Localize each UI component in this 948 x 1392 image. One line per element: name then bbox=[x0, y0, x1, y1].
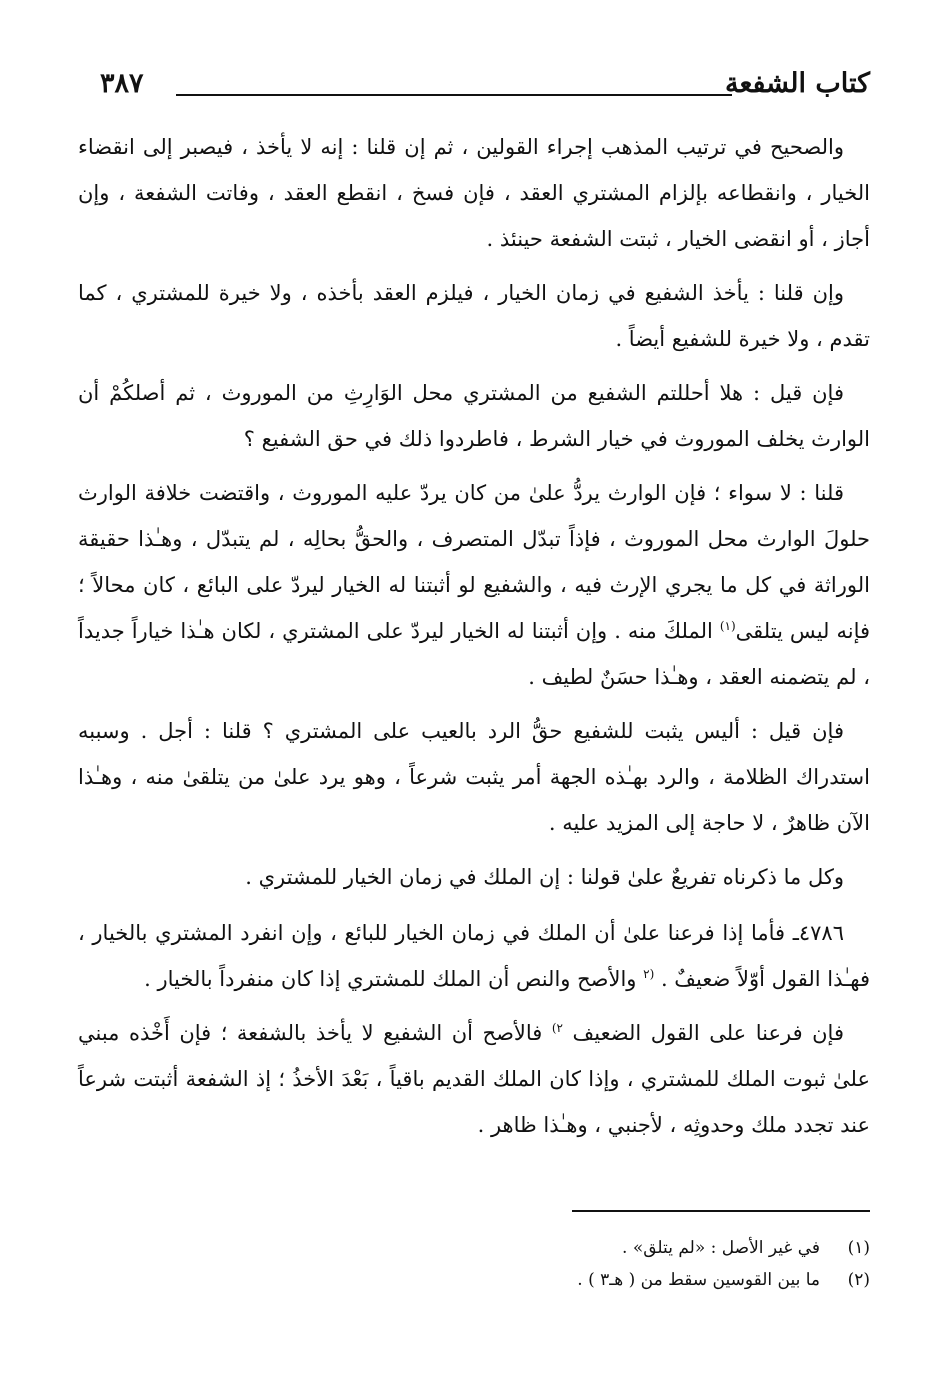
paragraph: وإن قلنا : يأخذ الشفيع في زمان الخيار ، فيلزم العقد بأخذه ، ولا خيرة للمشتري ، كما تقدم ، ولا خيرة للشفيع أيضاً . bbox=[78, 281, 870, 351]
footnote-ref: (١) bbox=[719, 619, 736, 633]
paragraph bbox=[78, 1010, 870, 1148]
book-title: كتاب الشفعة bbox=[724, 68, 870, 99]
paragraph-text: والأصح والنص أن الملك للمشتري إذا كان منفرداً بالخيار . bbox=[144, 967, 644, 991]
footnote-text: ما بين القوسين سقط من ( هـ٣ ) . bbox=[577, 1270, 820, 1290]
footnote-number: (١) bbox=[847, 1238, 870, 1258]
paragraph bbox=[78, 910, 870, 1002]
running-header bbox=[100, 64, 870, 108]
footnote-separator bbox=[572, 1210, 870, 1212]
main-text bbox=[78, 124, 870, 1156]
footnote bbox=[78, 1264, 870, 1296]
paragraph: والصحيح في ترتيب المذهب إجراء القولين ، ثم إن قلنا : إنه لا يأخذ ، فيصبر إلى انقضاء الخيار ، وانقطاعه بإلزام المشتري العقد ، فإن فسخ ، انقطع العقد ، وفاتت الشفعة ، وإن أجاز ، أو انقضى الخيار ، ثبتت الشفعة حينئذ . bbox=[78, 135, 870, 251]
footnote-ref: ٢) bbox=[551, 1021, 563, 1035]
footnotes bbox=[78, 1232, 870, 1296]
footnote-text: في غير الأصل : «لم يتلق» . bbox=[622, 1238, 820, 1258]
paragraph: وكل ما ذكرناه تفريعٌ علىٰ قولنا : إن الملك في زمان الخيار للمشتري . bbox=[245, 865, 844, 889]
paragraph bbox=[78, 470, 870, 700]
paragraph: فإن قيل : أليس يثبت للشفيع حقُّ الرد بالعيب على المشتري ؟ قلنا : أجل . وسببه استدراك الظلامة ، والرد بهـٰذه الجهة أمر يثبت شرعاً ، وهو يرد علىٰ من يتلقىٰ منه ، وهـٰذا الآن ظاهرٌ ، لا حاجة إلى المزيد عليه . bbox=[78, 719, 870, 835]
header-rule bbox=[176, 94, 732, 96]
page-number: ٣٨٧ bbox=[100, 68, 144, 99]
footnote bbox=[78, 1232, 870, 1264]
footnote-number: (٢) bbox=[847, 1270, 870, 1290]
paragraph: فإن قيل : هلا أحللتم الشفيع من المشتري محل الوَارِثِ من الموروث ، ثم أصلكُمْ أن الوارث يخلف الموروث في خيار الشرط ، فاطردوا ذلك في حق الشفيع ؟ bbox=[78, 381, 870, 451]
paragraph-text: فالأصح أن الشفيع لا يأخذ بالشفعة ؛ فإن أَخْذه مبني علىٰ ثبوت الملك للمشتري ، وإذا كان الملك القديم باقياً ، بَعْدَ الأخذُ ؛ إذ الشفعة أثبتت شرعاً عند تجدد ملك وحدوثِه ، لأجنبي ، وهـٰذا ظاهر . bbox=[78, 1021, 870, 1137]
footnote-ref: (٢ bbox=[643, 967, 655, 981]
paragraph-text: الملكَ منه . وإن أثبتنا له الخيار ليردّ على المشتري ، لكان هـٰذا خياراً جديداً ، لم يتضمنه العقد ، وهـٰذا حسَنٌ لطيف . bbox=[78, 619, 870, 689]
paragraph-text: قلنا : لا سواء ؛ فإن الوارث يردُّ علىٰ من كان يردّ عليه الموروث ، واقتضت خلافة الوارث حلولَ الوارث محل الموروث ، فإذاً تبدّل المتصرف ، والحقُّ بحالِه ، لم يتبدّل ، وهـٰذا حقيقة الوراثة في كل ما يجري الإرث فيه ، والشفيع لو أثبتنا له الخيار ليردّ على البائع ، كان محالاً ؛ فإنه ليس يتلقى bbox=[78, 481, 870, 643]
paragraph-text: فإن فرعنا على القول الضعيف bbox=[563, 1021, 844, 1045]
paragraph-text: ٤٧٨٦ـ فأما إذا فرعنا علىٰ أن الملك في زمان الخيار للبائع ، وإن انفرد المشتري بالخيار ، فهـٰذا القول أوّلاً ضعيفٌ . bbox=[78, 921, 870, 991]
